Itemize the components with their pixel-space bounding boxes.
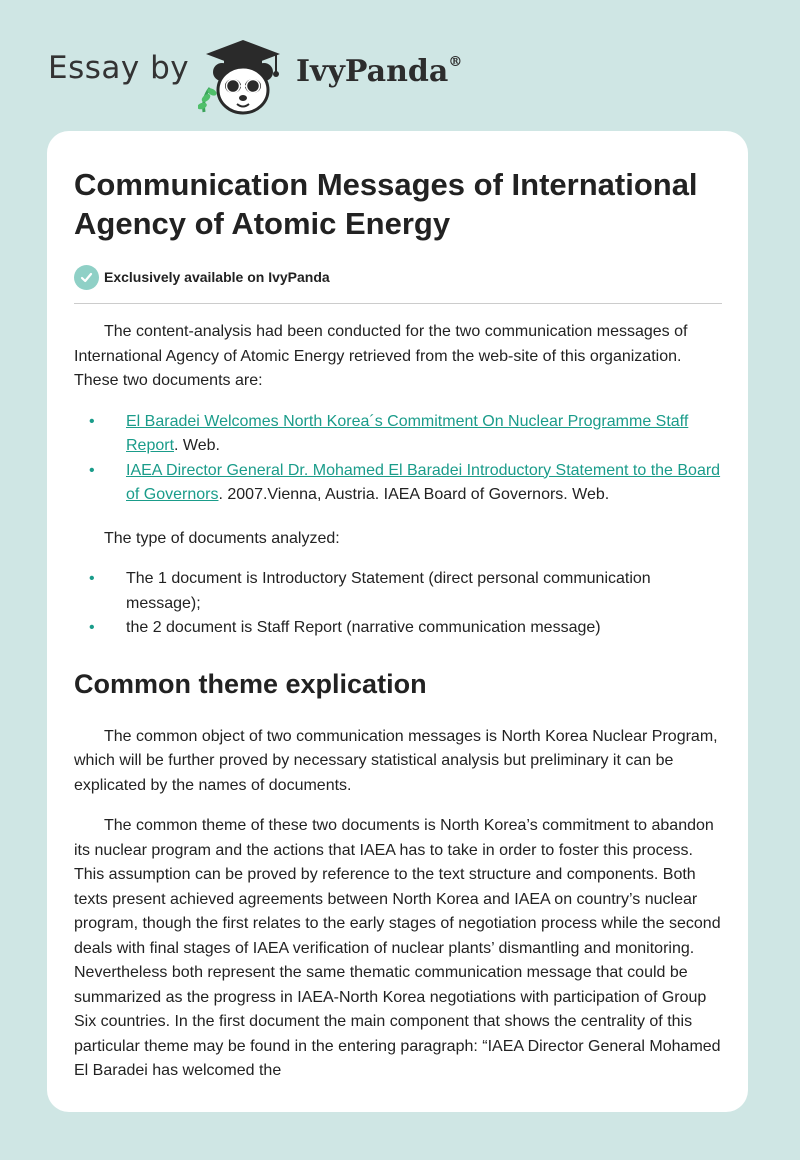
exclusive-badge bbox=[74, 264, 330, 290]
document-types-list bbox=[74, 567, 724, 641]
essay-body bbox=[74, 320, 724, 1100]
list-item-text: the 2 document is Staff Report (narrative communication message) bbox=[126, 619, 601, 636]
brand-name[interactable] bbox=[296, 54, 462, 89]
essay-by-label: Essay by bbox=[48, 50, 190, 86]
list-item bbox=[89, 616, 724, 641]
list-item bbox=[89, 567, 724, 616]
body-paragraph-1: The common object of two communication messages is North Korea Nuclear Program, which will be further proved by necessary statistical analysis but preliminary it can be explicated by the names of documents. bbox=[74, 727, 718, 794]
brand-label: IvyPanda bbox=[296, 54, 449, 89]
checkmark-icon bbox=[74, 265, 99, 290]
site-header bbox=[48, 28, 548, 118]
intro-paragraph: The content-analysis had been conducted for the two communication messages of International Agency of Atomic Energy retrieved from the web-site of this organization. These two documents are: bbox=[74, 323, 688, 389]
bullet-icon: • bbox=[89, 461, 95, 479]
reference-suffix: . Web. bbox=[174, 437, 220, 454]
essay-card bbox=[47, 131, 748, 1112]
panda-logo-icon bbox=[198, 38, 288, 116]
reference-link-staff-report[interactable]: El Baradei Welcomes North Korea´s Commitment On Nuclear Programme Staff Report bbox=[126, 412, 689, 454]
divider bbox=[74, 303, 722, 304]
section-heading: Common theme explication bbox=[74, 668, 427, 699]
page-title: Communication Messages of International Agency of Atomic Energy bbox=[74, 167, 698, 241]
types-intro-paragraph: The type of documents analyzed: bbox=[104, 529, 340, 547]
reference-suffix: . 2007.Vienna, Austria. IAEA Board of Governors. Web. bbox=[218, 486, 610, 503]
bullet-icon: • bbox=[89, 619, 95, 636]
bullet-icon: • bbox=[89, 570, 95, 587]
bullet-icon: • bbox=[89, 412, 95, 430]
list-item-text: The 1 document is Introductory Statement (direct personal communication message); bbox=[126, 570, 651, 612]
registered-mark: ® bbox=[448, 54, 463, 70]
references-list bbox=[74, 410, 724, 508]
body-paragraph-2: The common theme of these two documents is North Korea’s commitment to abandon its nuclear program and the actions that IAEA has to take in order to foster this process. This assumption can be proved by reference to the text structure and components. Both texts present achieved agreements between North Korea and IAEA on country’s nuclear program, though the first relates to the early stages of negotiation process while the second deals with final stages of IAEA verification of nuclear plants’ dismantling and monitoring. Nevertheless both represent the same thematic communication message that could be summarized as the progress in IAEA-North Korea negotiations with participation of Group Six countries. In the first document the main component that shows the centrality of this particular theme may be found in the entering paragraph: “IAEA Director General Mohamed El Baradei has welcomed the bbox=[74, 817, 721, 1079]
reference-link-introductory-statement[interactable]: IAEA Director General Dr. Mohamed El Baradei Introductory Statement to the Board of Governors bbox=[126, 461, 721, 503]
reference-item bbox=[89, 459, 724, 508]
exclusive-badge-label: Exclusively available on IvyPanda bbox=[104, 269, 330, 285]
reference-item bbox=[89, 410, 724, 459]
